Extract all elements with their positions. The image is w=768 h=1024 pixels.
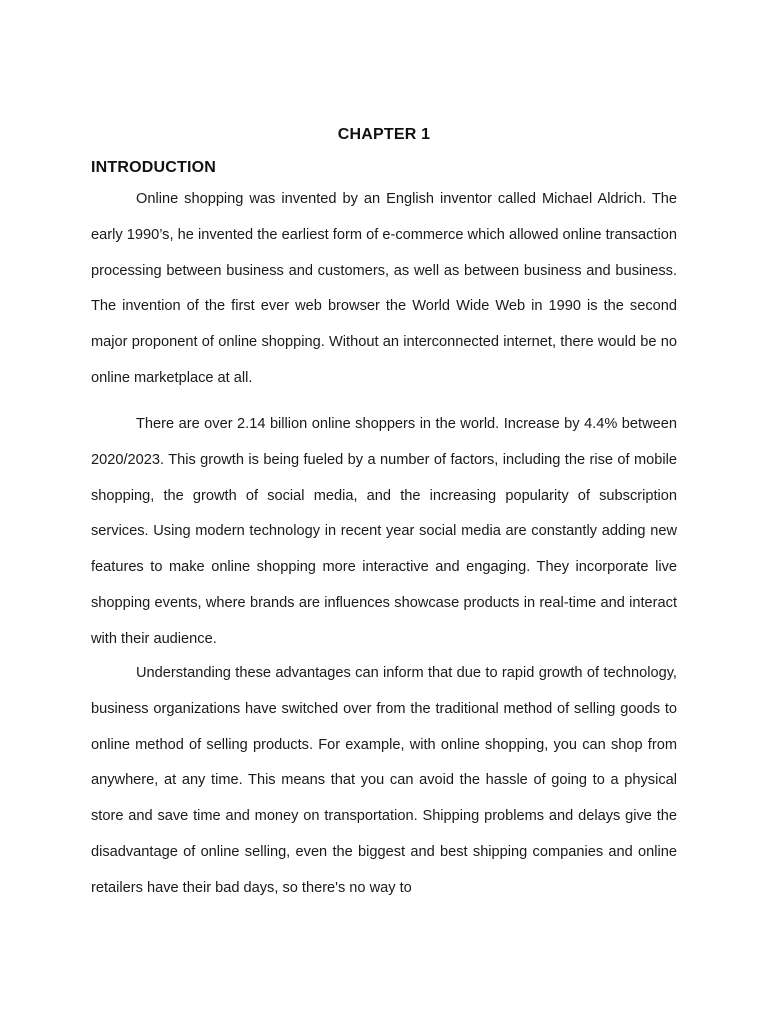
- paragraph-advantages: Understanding these advantages can inform that due to rapid growth of technology, business organizations have switched over from the traditional method of selling goods to online method of selling products. For example, with online shopping, you can shop from anywhere, at any time. This means that you can avoid the hassle of going to a physical store and save time and money on transportation. Shipping problems and delays give the disadvantage of online selling, even the biggest and best shipping companies and online retailers have their bad days, so there's no way to: [91, 665, 677, 896]
- chapter-title: CHAPTER 1: [337, 126, 431, 143]
- paragraph-statistics: There are over 2.14 billion online shoppers in the world. Increase by 4.4% between 2020/2023. This growth is being fueled by a number of factors, including the rise of mobile shopping, the growth of social media, and the increasing popularity of subscription services. Using modern technology in recent year social media are constantly adding new features to make online shopping more interactive and engaging. They incorporate live shopping events, where brands are influences showcase products in real-time and interact with their audience.: [91, 416, 677, 647]
- paragraph-history: Online shopping was invented by an English inventor called Michael Aldrich. The early 1990’s, he invented the earliest form of e-commerce which allowed online transaction processing between business and customers, as well as between business and business. The invention of the first ever web browser the World Wide Web in 1990 is the second major proponent of online shopping. Without an interconnected internet, there would be no online marketplace at all.: [91, 191, 677, 386]
- section-title: INTRODUCTION: [91, 159, 217, 176]
